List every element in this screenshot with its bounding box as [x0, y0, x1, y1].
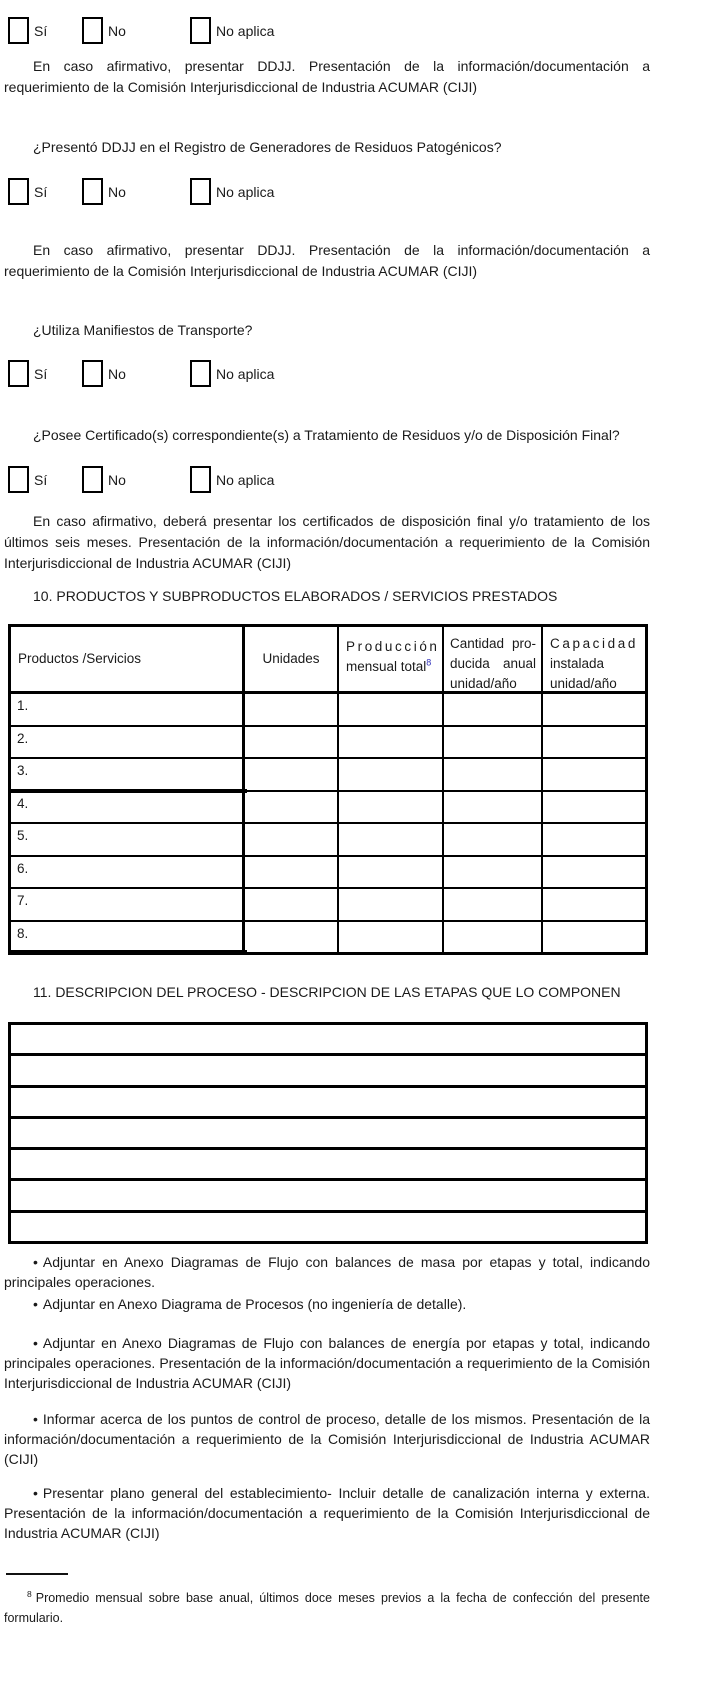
product-row-2	[11, 725, 645, 758]
process-description-table	[8, 1022, 648, 1244]
question-certificados: ¿Posee Certificado(s) correspondiente(s) a Tratamiento de Residuos y/o de Disposición Final?	[33, 427, 620, 443]
question-registro-patogenicos: ¿Presentó DDJJ en el Registro de Generadores de Residuos Patogénicos?	[33, 139, 502, 155]
cantidad-input-cell[interactable]	[444, 759, 543, 790]
checkbox-label-no: No	[108, 183, 126, 200]
paragraph-ddjj-requerimiento-1: En caso afirmativo, presentar DDJJ. Presentación de la información/documentación a requerimiento de la Comisión Interjurisdiccional de Industria ACUMAR (CIJI)	[4, 58, 650, 95]
checkbox-label-no-aplica: No aplica	[216, 22, 275, 39]
bullet-icon: •	[33, 1296, 38, 1312]
capacidad-input-cell[interactable]	[543, 759, 645, 790]
process-description-row[interactable]	[11, 1053, 645, 1084]
scan-artifact-line	[8, 950, 247, 955]
checkbox-option-no-aplica	[190, 17, 274, 44]
product-row-1	[11, 694, 645, 725]
cantidad-input-cell[interactable]	[444, 727, 543, 758]
capacidad-input-cell[interactable]	[543, 922, 645, 953]
checkbox-label-no-aplica: No aplica	[216, 365, 275, 382]
produccion-input-cell[interactable]	[339, 759, 444, 790]
question-manifiestos: ¿Utiliza Manifiestos de Transporte?	[33, 322, 253, 338]
bullet-puntos-control: • Informar acerca de los puntos de control de proceso, detalle de los mismos. Presentación de la información/documentación a requerimiento de la Comisión Interjurisdiccional de Industria ACUMAR (CIJI)	[4, 1411, 650, 1467]
process-description-row[interactable]	[11, 1085, 645, 1116]
product-row-label: 7.	[11, 889, 245, 920]
process-description-row[interactable]	[11, 1210, 645, 1241]
checkbox-label-no: No	[108, 471, 126, 488]
paragraph-certificados-requerimiento: En caso afirmativo, deberá presentar los certificados de disposición final y/o tratamiento de los últimos seis meses. Presentación de la información/documentación a requerimiento de la Comisión Interjurisdiccional de Industria ACUMAR (CIJI)	[4, 513, 650, 571]
cantidad-input-cell[interactable]	[444, 792, 543, 823]
process-description-row[interactable]	[11, 1025, 645, 1053]
produccion-input-cell[interactable]	[339, 792, 444, 823]
checkbox-label-si: Sí	[34, 22, 48, 39]
product-row-label: 8.	[11, 922, 245, 953]
unidades-input-cell[interactable]	[245, 889, 339, 920]
checkbox-row-1	[0, 17, 650, 44]
unidades-input-cell[interactable]	[245, 792, 339, 823]
header-produccion-line1: Producción	[346, 639, 440, 654]
table-footnote-ref-superscript: 8	[426, 657, 432, 668]
bullet-diagramas-energia: • Adjuntar en Anexo Diagramas de Flujo con balances de energía por etapas y total, indicando principales operaciones. Presentación de la información/documentación a requerimiento de la Comisión Interjurisdiccional de Industria ACUMAR (CIJI)	[4, 1335, 650, 1391]
product-row-3	[11, 757, 645, 790]
checkbox-option-no	[82, 17, 126, 44]
produccion-input-cell[interactable]	[339, 889, 444, 920]
produccion-input-cell[interactable]	[339, 727, 444, 758]
produccion-input-cell[interactable]	[339, 694, 444, 725]
checkbox-row-3	[0, 360, 650, 387]
capacidad-input-cell[interactable]	[543, 792, 645, 823]
product-row-6	[11, 855, 645, 888]
checkbox-option-no	[82, 360, 126, 387]
bullet-diagramas-masa: • Adjuntar en Anexo Diagramas de Flujo con balances de masa por etapas y total, indicando principales operaciones.	[4, 1254, 650, 1290]
produccion-input-cell[interactable]	[339, 824, 444, 855]
footnote-text: $^8$ Promedio mensual sobre base anual, últimos doce meses previos a la fecha de confección del presente formulario.	[4, 1588, 650, 1625]
header-produccion-line2: mensual total$^8$	[346, 657, 432, 674]
process-description-row[interactable]	[11, 1178, 645, 1209]
header-unidades: Unidades	[245, 627, 339, 691]
products-table-header-row	[11, 627, 645, 694]
checkbox-row-4	[0, 466, 650, 493]
product-row-label: 5.	[11, 824, 245, 855]
capacidad-input-cell[interactable]	[543, 889, 645, 920]
capacidad-input-cell[interactable]	[543, 824, 645, 855]
unidades-input-cell[interactable]	[245, 922, 339, 953]
checkbox-no[interactable]	[82, 178, 103, 205]
cantidad-input-cell[interactable]	[444, 857, 543, 888]
section-11-title: 11. DESCRIPCION DEL PROCESO - DESCRIPCION DE LAS ETAPAS QUE LO COMPONEN	[33, 984, 621, 1000]
checkbox-option-no	[82, 466, 126, 493]
footnote-separator-rule	[6, 1573, 68, 1575]
cantidad-input-cell[interactable]	[444, 824, 543, 855]
checkbox-label-si: Sí	[34, 183, 48, 200]
header-cantidad-producida: Cantidad pro- ducida anual unidad/año	[444, 627, 543, 691]
checkbox-option-no-aplica	[190, 178, 274, 205]
product-row-7	[11, 887, 645, 920]
paragraph-ddjj-requerimiento-2: En caso afirmativo, presentar DDJJ. Presentación de la información/documentación a requerimiento de la Comisión Interjurisdiccional de Industria ACUMAR (CIJI)	[4, 242, 650, 279]
unidades-input-cell[interactable]	[245, 824, 339, 855]
header-produccion-mensual	[339, 627, 444, 691]
header-productos-servicios: Productos /Servicios	[11, 627, 245, 691]
cantidad-input-cell[interactable]	[444, 889, 543, 920]
checkbox-option-si	[8, 360, 47, 387]
checkbox-option-no-aplica	[190, 466, 274, 493]
unidades-input-cell[interactable]	[245, 727, 339, 758]
unidades-input-cell[interactable]	[245, 857, 339, 888]
product-row-label: 2.	[11, 727, 245, 758]
checkbox-si[interactable]	[8, 360, 29, 387]
checkbox-label-no-aplica: No aplica	[216, 183, 275, 200]
produccion-input-cell[interactable]	[339, 922, 444, 953]
cantidad-input-cell[interactable]	[444, 922, 543, 953]
bullet-icon: •	[33, 1335, 38, 1351]
checkbox-option-si	[8, 17, 47, 44]
bullet-icon: •	[33, 1485, 38, 1501]
product-row-label: 4.	[11, 792, 245, 823]
checkbox-option-no-aplica	[190, 360, 274, 387]
product-row-4	[11, 790, 645, 823]
checkbox-label-si: Sí	[34, 365, 48, 382]
checkbox-label-no: No	[108, 365, 126, 382]
checkbox-label-no: No	[108, 22, 126, 39]
checkbox-no[interactable]	[82, 466, 103, 493]
checkbox-option-no	[82, 178, 126, 205]
product-row-label: 6.	[11, 857, 245, 888]
unidades-input-cell[interactable]	[245, 694, 339, 725]
product-row-label: 3.	[11, 759, 245, 790]
header-capacidad-instalada: Capacidad instalada unidad/año	[550, 636, 638, 691]
checkbox-no[interactable]	[82, 360, 103, 387]
checkbox-no[interactable]	[82, 17, 103, 44]
checkbox-no-aplica[interactable]	[190, 466, 211, 493]
process-description-row[interactable]	[11, 1116, 645, 1147]
checkbox-no-aplica[interactable]	[190, 360, 211, 387]
bullet-icon: •	[33, 1411, 38, 1427]
bullet-diagrama-procesos: • Adjuntar en Anexo Diagrama de Procesos (no ingeniería de detalle).	[33, 1296, 467, 1312]
capacidad-input-cell[interactable]	[543, 857, 645, 888]
capacidad-input-cell[interactable]	[543, 727, 645, 758]
checkbox-si[interactable]	[8, 466, 29, 493]
product-row-label: 1.	[11, 694, 245, 725]
cantidad-input-cell[interactable]	[444, 694, 543, 725]
process-description-row[interactable]	[11, 1147, 645, 1178]
checkbox-no-aplica[interactable]	[190, 17, 211, 44]
checkbox-si[interactable]	[8, 17, 29, 44]
checkbox-label-si: Sí	[34, 471, 48, 488]
bullet-icon: •	[33, 1254, 38, 1270]
footnote-ref-superscript: 8	[27, 1588, 32, 1599]
product-row-5	[11, 822, 645, 855]
checkbox-label-no-aplica: No aplica	[216, 471, 275, 488]
produccion-input-cell[interactable]	[339, 857, 444, 888]
checkbox-no-aplica[interactable]	[190, 178, 211, 205]
unidades-input-cell[interactable]	[245, 759, 339, 790]
scan-artifact-line	[8, 789, 247, 793]
checkbox-si[interactable]	[8, 178, 29, 205]
checkbox-row-2	[0, 178, 650, 205]
bullet-plano-general: • Presentar plano general del establecimiento- Incluir detalle de canalización interna y externa. Presentación de la información/documentación a requerimiento de la Comisión Interjurisdiccional de Industria ACUMAR (CIJI)	[4, 1485, 650, 1541]
capacidad-input-cell[interactable]	[543, 694, 645, 725]
section-10-title: 10. PRODUCTOS Y SUBPRODUCTOS ELABORADOS / SERVICIOS PRESTADOS	[33, 588, 558, 604]
checkbox-option-si	[8, 466, 47, 493]
product-row-8	[11, 920, 645, 953]
checkbox-option-si	[8, 178, 47, 205]
